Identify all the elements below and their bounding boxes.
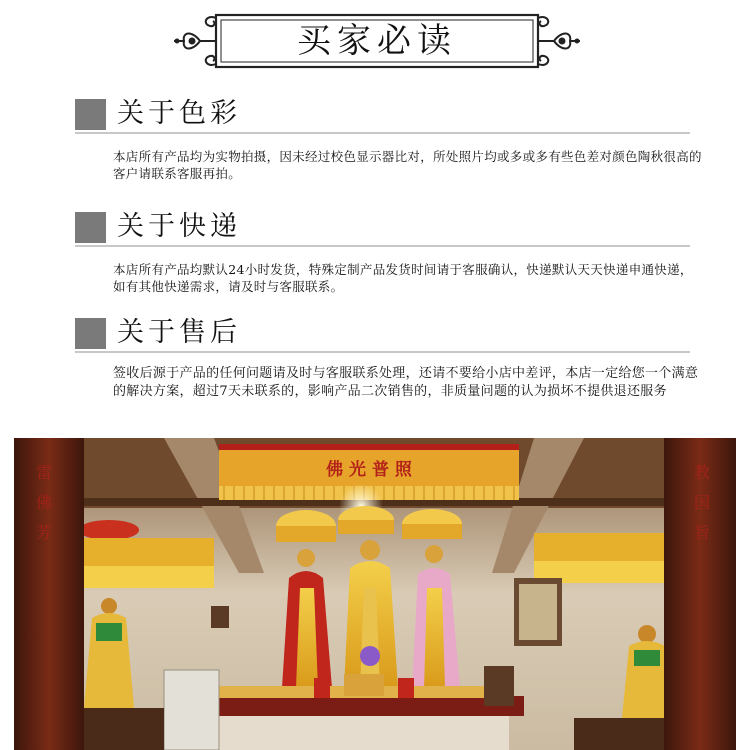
banner-text: 佛 光 普 照 (326, 460, 412, 480)
section-header (75, 315, 690, 351)
section-divider (75, 351, 690, 353)
temple-photo (14, 438, 736, 750)
title-banner (172, 10, 582, 72)
section-after-sales (75, 315, 699, 399)
svg-text:芳: 芳 (36, 523, 53, 542)
svg-text:国: 国 (694, 493, 711, 512)
section-title: 关于售后 (117, 317, 241, 348)
section-divider (75, 245, 690, 247)
section-marker-icon (75, 99, 106, 130)
section-body: 本店所有产品均为实物拍摄，因未经过校色显示器比对，所处照片均或多或多有些色差对颜色陶秋很高的客户请联系客服再拍。 (113, 149, 702, 181)
section-title: 关于快递 (117, 211, 241, 242)
section-header (75, 96, 690, 132)
pillar-right (664, 438, 736, 750)
section-body: 签收后源于产品的任何问题请及时与客服联系处理，还请不要给小店中差评，本店一定给您一个满意的解决方案，超过7天未联系的，影响产品二次销售的，非质量问题的认为损坏不提供退还服务 (113, 366, 699, 399)
section-header (75, 209, 690, 245)
section-color (75, 96, 702, 181)
page-title: 买家必读 (297, 21, 457, 61)
section-title: 关于色彩 (117, 98, 241, 129)
section-marker-icon (75, 212, 106, 243)
section-body: 本店所有产品均默认24小时发货，特殊定制产品发货时间请于客服确认，快递默认天天快递申通快递，如有其他快递需求，请及时与客服联系。 (113, 262, 693, 294)
svg-text:佛: 佛 (36, 493, 53, 512)
side-banner-right (534, 533, 664, 583)
section-divider (75, 132, 690, 134)
section-marker-icon (75, 318, 106, 349)
svg-text:雷: 雷 (36, 463, 53, 482)
svg-text:旨: 旨 (694, 523, 711, 542)
section-shipping (75, 209, 693, 294)
svg-text:教: 教 (694, 463, 711, 482)
pillar-left (14, 438, 84, 750)
